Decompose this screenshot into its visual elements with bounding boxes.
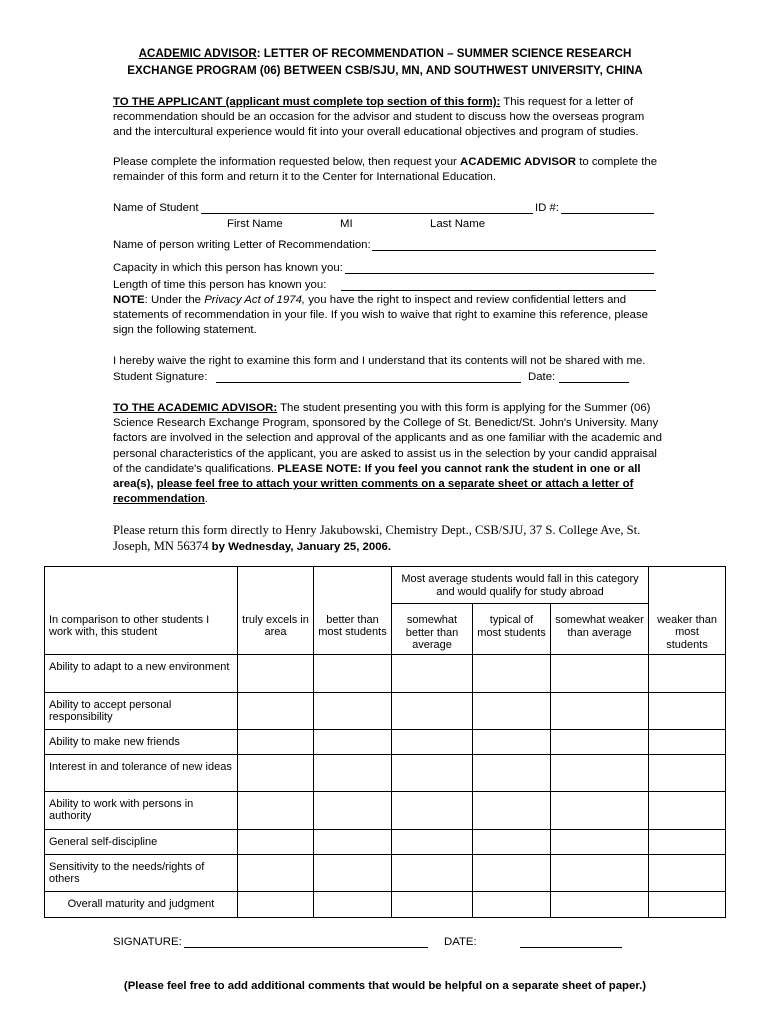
instructions-end: to complete the remainder of this form and return it to the Center for International Education. bbox=[113, 156, 658, 184]
return-text: Please return this form directly to Henry Jakubowski, Chemistry Dept., CSB/SJU, 37 S. College Ave, St. Joseph, MN 56374 bbox=[113, 523, 641, 553]
privacy-act: Privacy Act of 1974, bbox=[204, 294, 306, 306]
rating-cell[interactable] bbox=[473, 729, 551, 754]
writer-name-field[interactable] bbox=[372, 250, 656, 251]
row-label: Ability to accept personal responsibility bbox=[45, 692, 238, 729]
writer-label: Name of person writing Letter of Recommendation: bbox=[113, 239, 371, 251]
return-instructions bbox=[113, 522, 643, 555]
advisor-signature-label: SIGNATURE: bbox=[113, 936, 182, 948]
attach-note: please feel free to attach your written comments on a separate sheet or attach a letter of recommendation bbox=[113, 478, 634, 506]
rating-cell[interactable] bbox=[314, 729, 392, 754]
first-name-caption: First Name bbox=[227, 218, 283, 230]
capacity-field[interactable] bbox=[345, 273, 654, 274]
rating-cell[interactable] bbox=[314, 754, 392, 791]
col-header: truly excels in area bbox=[238, 604, 314, 655]
rating-cell[interactable] bbox=[473, 754, 551, 791]
waiver-date-label: Date: bbox=[528, 371, 556, 383]
advisor-date-label: DATE: bbox=[444, 936, 477, 948]
rating-cell[interactable] bbox=[551, 791, 649, 829]
note-text-1: : Under the bbox=[144, 294, 205, 306]
rating-cell[interactable] bbox=[314, 854, 392, 891]
ranking-table bbox=[44, 566, 726, 918]
rating-cell[interactable] bbox=[392, 654, 473, 692]
rating-cell[interactable] bbox=[649, 692, 726, 729]
id-label: ID #: bbox=[535, 202, 560, 214]
table-group-row bbox=[45, 567, 726, 604]
rating-cell[interactable] bbox=[392, 729, 473, 754]
form-title-line-2: EXCHANGE PROGRAM (06) BETWEEN CSB/SJU, MN, AND SOUTHWEST UNIVERSITY, CHINA bbox=[127, 64, 643, 77]
rating-cell[interactable] bbox=[551, 829, 649, 854]
mi-caption: MI bbox=[340, 218, 353, 230]
col-header: better than most students bbox=[314, 604, 392, 655]
rating-cell[interactable] bbox=[314, 692, 392, 729]
advisor-signature-field[interactable] bbox=[184, 947, 428, 948]
rating-cell[interactable] bbox=[551, 692, 649, 729]
student-signature-label: Student Signature: bbox=[113, 371, 208, 383]
rating-cell[interactable] bbox=[238, 891, 314, 917]
waiver-statement: I hereby waive the right to examine this form and I understand that its contents will not be shared with me. bbox=[113, 355, 646, 367]
advisor-period: . bbox=[204, 493, 208, 506]
rating-cell[interactable] bbox=[314, 891, 392, 917]
instructions-start: Please complete the information requested below, then request your bbox=[113, 156, 460, 168]
student-id-field[interactable] bbox=[561, 213, 654, 214]
instructions-bold: ACADEMIC ADVISOR bbox=[460, 156, 577, 168]
table-row bbox=[45, 891, 726, 917]
advisor-date-field[interactable] bbox=[520, 947, 622, 948]
row-label: Overall maturity and judgment bbox=[45, 891, 238, 917]
table-header-row bbox=[45, 604, 726, 655]
col-header: somewhat better than average bbox=[392, 604, 473, 655]
rating-cell[interactable] bbox=[473, 891, 551, 917]
table-row bbox=[45, 654, 726, 692]
corner-top-cell bbox=[45, 567, 238, 604]
student-name-field[interactable] bbox=[201, 213, 533, 214]
rating-cell[interactable] bbox=[238, 692, 314, 729]
rating-cell[interactable] bbox=[551, 654, 649, 692]
rating-cell[interactable] bbox=[649, 791, 726, 829]
table-row bbox=[45, 829, 726, 854]
header-empty-cell bbox=[238, 567, 314, 604]
table-corner: In comparison to other students I work with, this student bbox=[45, 604, 238, 655]
group-header: Most average students would fall in this category and would qualify for study abroad bbox=[392, 567, 649, 604]
rating-cell[interactable] bbox=[473, 829, 551, 854]
col-header: somewhat weaker than average bbox=[551, 604, 649, 655]
waiver-date-field[interactable] bbox=[559, 382, 629, 383]
rating-cell[interactable] bbox=[649, 854, 726, 891]
length-field[interactable] bbox=[341, 290, 656, 291]
rating-cell[interactable] bbox=[314, 791, 392, 829]
title-rest: : LETTER OF RECOMMENDATION – SUMMER SCIENCE RESEARCH bbox=[256, 47, 632, 60]
deadline: by Wednesday, January 25, 2006. bbox=[211, 541, 392, 553]
col-header: weaker than most students bbox=[649, 604, 726, 655]
header-empty-cell bbox=[314, 567, 392, 604]
rating-cell[interactable] bbox=[551, 754, 649, 791]
privacy-note bbox=[113, 293, 663, 339]
row-label: Ability to make new friends bbox=[45, 729, 238, 754]
table-row bbox=[45, 692, 726, 729]
applicant-intro-text: This request for a letter of recommendation should be an occasion for the advisor and student to discuss how the overseas program and the intercultural experience would fit into your overall educational objectives and program of studies. bbox=[113, 96, 645, 139]
student-signature-field[interactable] bbox=[216, 382, 521, 383]
rating-cell[interactable] bbox=[392, 791, 473, 829]
form-title-line-1 bbox=[0, 46, 770, 62]
note-text-2: you have the right to inspect and review confidential letters and statements of recommendation in your file. If you wish to waive that right to examine this reference, please sign the following statement. bbox=[113, 294, 648, 337]
rating-cell[interactable] bbox=[551, 854, 649, 891]
rating-cell[interactable] bbox=[392, 891, 473, 917]
rating-cell[interactable] bbox=[314, 654, 392, 692]
capacity-label: Capacity in which this person has known you: bbox=[113, 262, 343, 274]
table-row bbox=[45, 729, 726, 754]
rating-cell[interactable] bbox=[314, 829, 392, 854]
applicant-intro bbox=[113, 95, 663, 141]
last-name-caption: Last Name bbox=[430, 218, 486, 230]
rating-cell[interactable] bbox=[238, 729, 314, 754]
rating-cell[interactable] bbox=[238, 854, 314, 891]
row-label: Interest in and tolerance of new ideas bbox=[45, 754, 238, 791]
length-label: Length of time this person has known you: bbox=[113, 279, 327, 291]
advisor-instructions bbox=[113, 401, 665, 507]
rating-cell[interactable] bbox=[551, 729, 649, 754]
please-note: PLEASE NOTE: If you feel you cannot rank the student in one or all area(s), bbox=[113, 462, 641, 491]
additional-comments-note: (Please feel free to add additional comments that would be helpful on a separate sheet of paper.) bbox=[123, 980, 647, 992]
rating-cell[interactable] bbox=[238, 654, 314, 692]
applicant-heading: TO THE APPLICANT (applicant must complete top section of this form): bbox=[113, 96, 501, 108]
note-label: NOTE bbox=[113, 294, 145, 306]
header-empty-cell bbox=[649, 567, 726, 604]
rating-cell[interactable] bbox=[473, 654, 551, 692]
row-label: Sensitivity to the needs/rights of others bbox=[45, 854, 238, 891]
rating-cell[interactable] bbox=[473, 791, 551, 829]
table-row bbox=[45, 854, 726, 891]
row-label: General self-discipline bbox=[45, 829, 238, 854]
rating-cell[interactable] bbox=[649, 729, 726, 754]
rating-cell[interactable] bbox=[649, 754, 726, 791]
rating-cell[interactable] bbox=[392, 754, 473, 791]
rating-cell[interactable] bbox=[649, 891, 726, 917]
table-row bbox=[45, 754, 726, 791]
rating-cell[interactable] bbox=[238, 754, 314, 791]
applicant-instructions bbox=[113, 155, 663, 185]
row-label: Ability to work with persons in authority bbox=[45, 791, 238, 829]
advisor-heading: TO THE ACADEMIC ADVISOR: bbox=[113, 402, 278, 414]
rating-cell[interactable] bbox=[551, 891, 649, 917]
rating-cell[interactable] bbox=[473, 854, 551, 891]
rating-cell[interactable] bbox=[473, 692, 551, 729]
rating-cell[interactable] bbox=[392, 829, 473, 854]
table-row bbox=[45, 791, 726, 829]
rating-cell[interactable] bbox=[392, 692, 473, 729]
advisor-text: The student presenting you with this form is applying for the Summer (06) Science Research Exchange Program, sponsored by the College of St. Benedict/St. John's University. Many factors are involved in the selection and approval of the applicants and as one familiar with the academic and personal characteristics of the applicant, you are asked to assist us in the selection by your candid appraisal of the candidate's qualifications. bbox=[113, 402, 662, 475]
rating-cell[interactable] bbox=[649, 829, 726, 854]
title-advisor: ACADEMIC ADVISOR bbox=[138, 47, 257, 60]
row-label: Ability to adapt to a new environment bbox=[45, 654, 238, 692]
rating-cell[interactable] bbox=[392, 854, 473, 891]
name-label: Name of Student bbox=[113, 202, 199, 214]
col-header: typical of most students bbox=[473, 604, 551, 655]
rating-cell[interactable] bbox=[238, 829, 314, 854]
rating-cell[interactable] bbox=[649, 654, 726, 692]
rating-cell[interactable] bbox=[238, 791, 314, 829]
